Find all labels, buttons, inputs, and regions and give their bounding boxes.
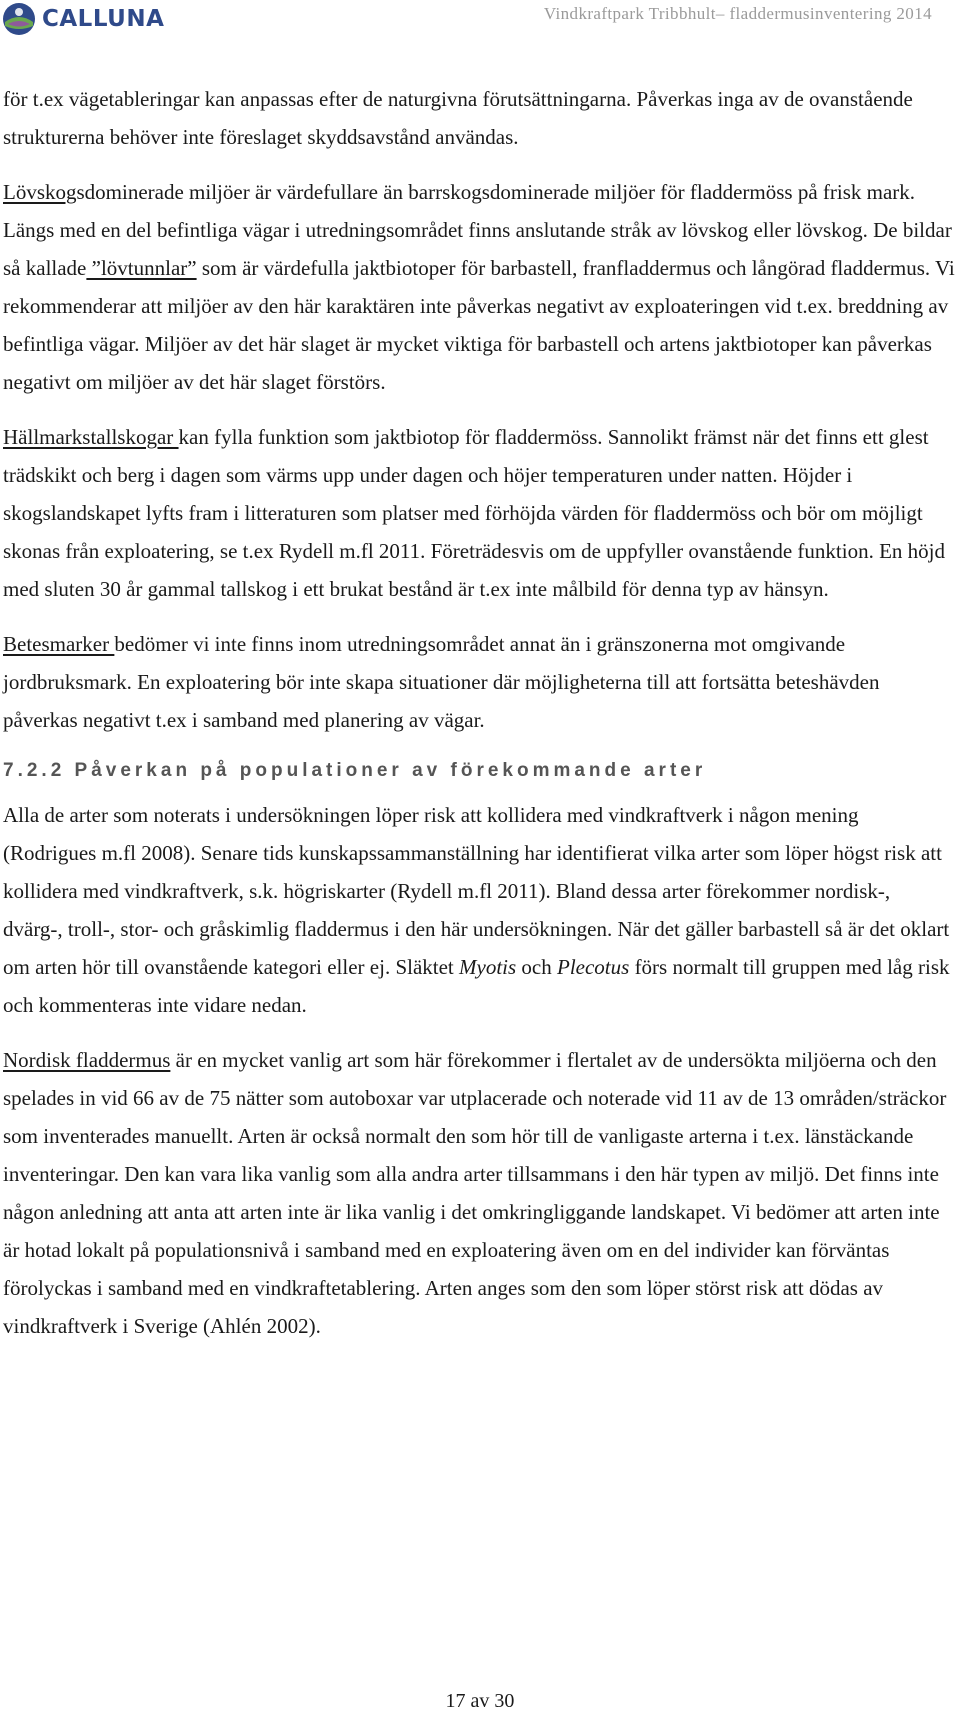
term-lovtunnlar: ”lövtunnlar” — [86, 256, 197, 280]
paragraph-hallmark-text: kan fylla funktion som jaktbiotop för fladdermöss. Sannolikt främst när det finns ett glest trädskikt och berg i dagen som värms upp under dagen och höjer temperaturen under natten. Höjder i skogslandskapet lyfts fram i litteraturen som platser med förhöjda värden för fladdermöss och bör om möjligt skonas från exploatering, se t.ex Rydell m.fl 2011. Företrädesvis om de uppfyller ovanstående funktion. En höjd med sluten 30 år gammal tallskog i ett brukat bestånd är t.ex inte målbild för denna typ av hänsyn. — [3, 425, 946, 601]
term-nordisk-fladdermus: Nordisk fladdermus — [3, 1048, 171, 1072]
term-betesmarker: Betesmarker — [3, 632, 115, 656]
calluna-logo — [2, 1, 164, 37]
paragraph-arter-text-c: förs normalt till gruppen med låg risk och kommenteras inte vidare nedan. — [3, 955, 950, 1017]
term-hallmarkstallskogar: Hällmarkstallskogar — [3, 425, 179, 449]
calluna-logo-icon — [2, 2, 36, 36]
paragraph-nordisk — [3, 1041, 955, 1345]
paragraph-lovskog-text-b: som är värdefulla jaktbiotoper för barbastell, franfladdermus och långörad fladdermus. Vi rekommenderar att miljöer av den här karaktären inte påverkas negativt av exploateringen vid t.ex. breddning av befintliga vägar. Miljöer av det här slaget är mycket viktiga för barbastell och artens jaktbiotoper kan påverkas negativt om miljöer av det här slaget förstörs. — [3, 256, 955, 394]
term-lovskog: Lövskog — [3, 180, 77, 204]
paragraph-arter — [3, 796, 955, 1024]
paragraph-intro-text: för t.ex vägetableringar kan anpassas efter de naturgivna förutsättningarna. Påverkas inga av de ovanstående strukturerna behöver inte föreslaget skyddsavstånd användas. — [3, 87, 913, 149]
document-body — [3, 80, 955, 1362]
paragraph-lovskog-text-a: sdominerade miljöer är värdefullare än barrskogsdominerade miljöer för fladdermöss på frisk mark. Längs med en del befintliga vägar i utredningsområdet finns anslutande stråk av lövskog eller lövskog. De bildar så kallade — [3, 180, 952, 280]
paragraph-hallmark — [3, 418, 955, 608]
paragraph-lovskog — [3, 173, 955, 401]
running-title: Vindkraftpark Tribbhult– fladdermusinventering 2014 — [543, 4, 932, 23]
page-header — [0, 0, 960, 40]
paragraph-intro — [3, 80, 955, 156]
section-heading: 7.2.2 Påverkan på populationer av förekommande arter — [3, 760, 707, 781]
paragraph-arter-text-a: Alla de arter som noterats i undersökningen löper risk att kollidera med vindkraftverk i någon mening (Rodrigues m.fl 2008). Senare tids kunskapssammanställning har identifierat vilka arter som löper högst risk att kollidera med vindkraftverk, s.k. högriskarter (Rydell m.fl 2011). Bland dessa arter förekommer nordisk-, dvärg-, troll-, stor- och gråskimlig fladdermus i den här undersökningen. När det gäller barbastell så är det oklart om arten hör till ovanstående kategori eller ej. Släktet — [3, 803, 950, 979]
term-myotis: Myotis — [459, 955, 517, 979]
page-number: 17 av 30 — [445, 1690, 515, 1712]
paragraph-betesmarker-text: bedömer vi inte finns inom utredningsområdet annat än i gränszonerna mot omgivande jordbruksmark. En exploatering bör inte skapa situationer där möjligheterna till att fortsätta beteshävden påverkas negativt t.ex i samband med planering av vägar. — [3, 632, 880, 732]
paragraph-betesmarker — [3, 625, 955, 739]
paragraph-arter-text-b: och — [516, 955, 557, 979]
logo-text: CALLUNA — [42, 6, 165, 32]
paragraph-nordisk-text: är en mycket vanlig art som här förekommer i flertalet av de undersökta miljöerna och den spelades in vid 66 av de 75 nätter som autoboxar var utplacerade och noterade vid 11 av de 13 områden/sträckor som inventerades manuellt. Arten är också normalt den som hör till de vanligaste arterna i t.ex. länstäckande inventeringar. Den kan vara lika vanlig som alla andra arter tillsammans i den här typen av miljö. Det finns inte någon anledning att anta att arten inte är lika vanlig i det omkringliggande landskapet. Vi bedömer att arten inte är hotad lokalt på populationsnivå i samband med en exploatering även om en del individer kan förväntas förolyckas i samband med en vindkraftetablering. Arten anges som den som löper störst risk att dödas av vindkraftverk i Sverige (Ahlén 2002). — [3, 1048, 947, 1338]
term-plecotus: Plecotus — [557, 955, 630, 979]
